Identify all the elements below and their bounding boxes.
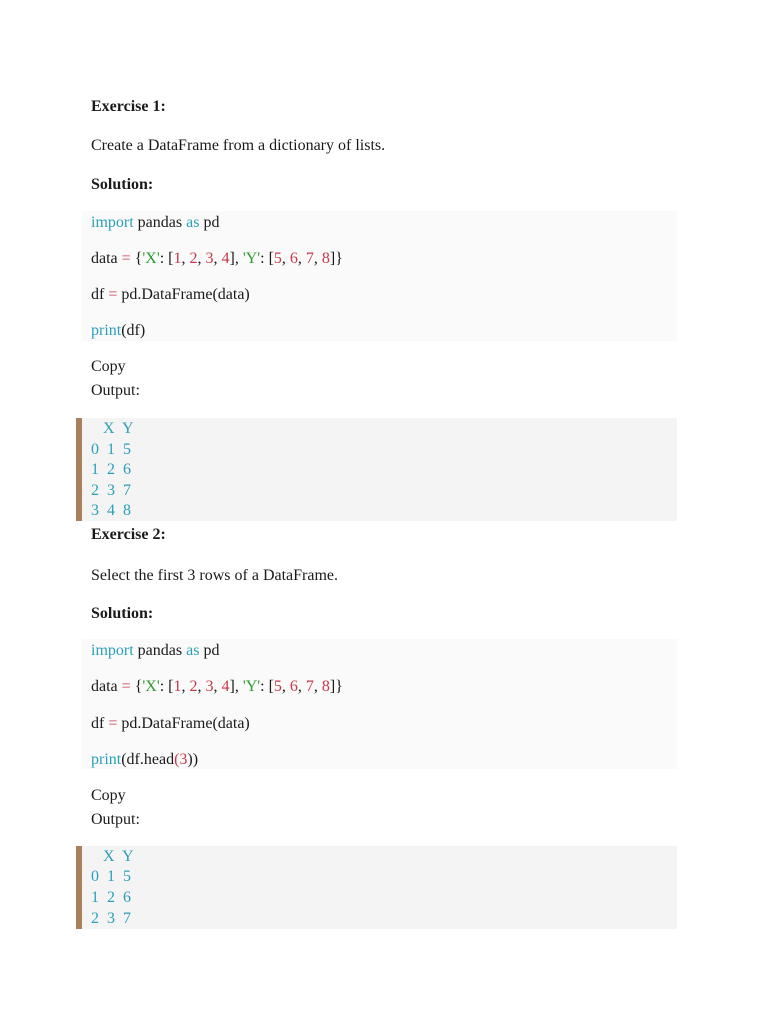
code-number: 3 — [205, 250, 214, 267]
code-text: , — [297, 250, 306, 267]
code-text: , — [281, 678, 290, 695]
exercise-2-output-label: Output: — [91, 811, 140, 828]
code-number: 8 — [321, 678, 330, 695]
code-text: , — [297, 678, 306, 695]
code-number: 4 — [221, 678, 230, 695]
code-number: 6 — [289, 678, 298, 695]
code-text: data — [91, 678, 122, 695]
code-line — [91, 249, 343, 269]
code-text: df — [91, 715, 109, 732]
code-line — [91, 714, 250, 734]
code-text: { — [130, 678, 143, 695]
code-number: 2 — [189, 678, 198, 695]
output-line: X Y — [91, 848, 134, 865]
code-string: 'X' — [142, 678, 160, 695]
code-number: 3 — [179, 751, 188, 768]
code-text: ]} — [329, 678, 343, 695]
code-text: data — [91, 250, 122, 267]
code-keyword: print — [91, 751, 122, 768]
code-text: pd.DataFrame(data) — [117, 715, 250, 732]
code-line — [91, 285, 250, 305]
code-operator: = — [108, 715, 118, 732]
code-line — [91, 213, 219, 233]
output-line: 0 1 5 — [91, 868, 131, 885]
exercise-2-solution-label: Solution: — [91, 605, 154, 622]
code-number: 4 — [221, 250, 230, 267]
code-text: pd.DataFrame(data) — [117, 286, 250, 303]
code-number: 1 — [173, 678, 182, 695]
code-text: ], — [229, 250, 243, 267]
code-text: pd — [199, 642, 220, 659]
code-text: , — [181, 250, 190, 267]
code-keyword: as — [186, 642, 200, 659]
code-text: ], — [229, 678, 243, 695]
code-keyword: import — [91, 214, 134, 231]
code-number: 8 — [321, 250, 330, 267]
code-text: , — [213, 678, 222, 695]
code-text: : [ — [159, 678, 174, 695]
code-string: 'Y' — [242, 250, 261, 267]
exercise-1-heading: Exercise 1: — [91, 98, 166, 115]
code-text: df — [91, 286, 109, 303]
code-number: 7 — [305, 250, 314, 267]
output-line: 2 3 7 — [91, 482, 131, 499]
code-number: 7 — [305, 678, 314, 695]
code-keyword: print — [91, 322, 122, 339]
output-line: 1 2 6 — [91, 889, 131, 906]
output-line: 1 2 6 — [91, 461, 131, 478]
code-text: : [ — [260, 678, 274, 695]
code-text: , — [313, 250, 322, 267]
code-text: ]} — [329, 250, 343, 267]
exercise-2-description: Select the first 3 rows of a DataFrame. — [91, 567, 339, 584]
code-operator: = — [108, 286, 118, 303]
exercise-1-copy-button[interactable]: Copy — [91, 358, 126, 375]
output-line: 3 4 8 — [91, 502, 131, 519]
code-text: : [ — [159, 250, 174, 267]
code-number: 6 — [289, 250, 298, 267]
exercise-1-code-block — [82, 211, 677, 341]
exercise-2-heading: Exercise 2: — [91, 526, 166, 543]
exercise-2-output-block — [76, 846, 677, 929]
code-operator: = — [121, 250, 131, 267]
code-text: , — [181, 678, 190, 695]
code-text: , — [281, 250, 290, 267]
code-number: 3 — [205, 678, 214, 695]
exercise-2-copy-button[interactable]: Copy — [91, 787, 126, 804]
code-text: pandas — [133, 642, 187, 659]
code-string: 'Y' — [242, 678, 261, 695]
code-line — [91, 321, 145, 341]
code-operator: = — [121, 678, 131, 695]
exercise-1-output-label: Output: — [91, 382, 140, 399]
exercise-1-output-block — [76, 418, 677, 521]
code-text: , — [313, 678, 322, 695]
code-string: 'X' — [142, 250, 160, 267]
code-line — [91, 750, 198, 770]
code-keyword: as — [186, 214, 200, 231]
code-number: 1 — [173, 250, 182, 267]
output-line: 0 1 5 — [91, 441, 131, 458]
code-number: 2 — [189, 250, 198, 267]
exercise-2-code-block — [82, 639, 677, 769]
code-text: , — [213, 250, 222, 267]
exercise-1-solution-label: Solution: — [91, 176, 154, 193]
code-text: (df) — [121, 322, 146, 339]
code-line — [91, 641, 219, 661]
code-number: 5 — [273, 250, 282, 267]
code-text: pandas — [133, 214, 187, 231]
code-number: 5 — [273, 678, 282, 695]
output-line: X Y — [91, 420, 134, 437]
code-text: )) — [187, 751, 199, 768]
code-keyword: import — [91, 642, 134, 659]
exercise-1-description: Create a DataFrame from a dictionary of lists. — [91, 137, 386, 154]
code-operator: ( — [174, 751, 180, 768]
code-text: , — [197, 250, 206, 267]
code-text: (df.head — [121, 751, 175, 768]
output-line: 2 3 7 — [91, 910, 131, 927]
code-line — [91, 677, 343, 697]
code-text: pd — [199, 214, 220, 231]
code-text: { — [130, 250, 143, 267]
code-text: : [ — [260, 250, 274, 267]
code-text: , — [197, 678, 206, 695]
